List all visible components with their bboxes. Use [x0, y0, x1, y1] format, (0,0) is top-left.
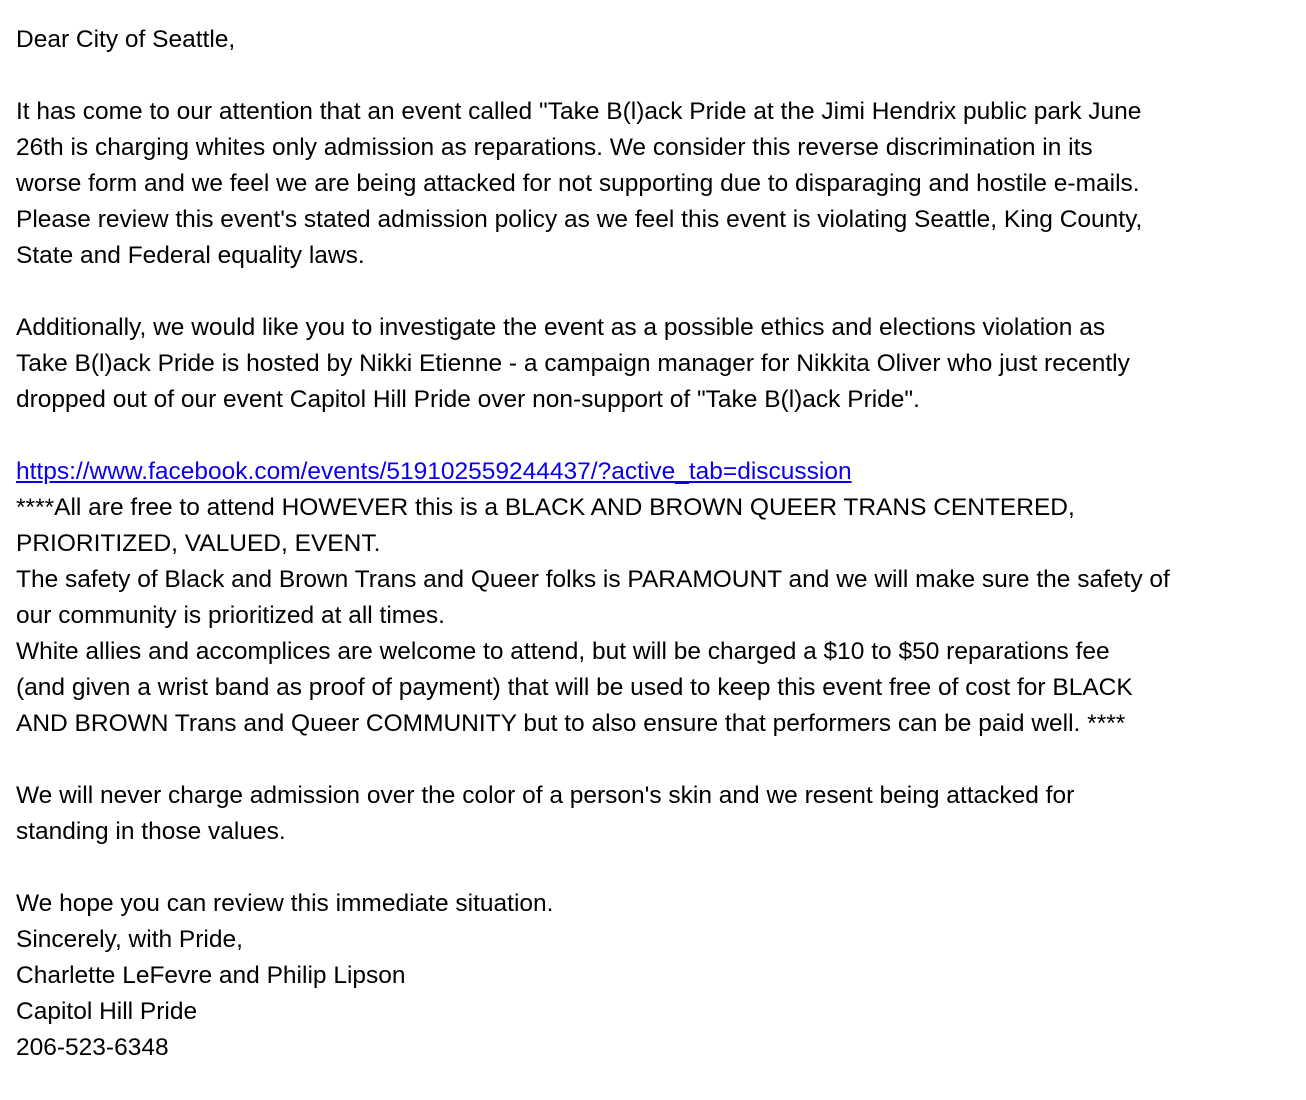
quoted-event-policy — [16, 490, 1296, 742]
signers: Charlette LeFevre and Philip Lipson — [16, 962, 406, 989]
paragraph-spacer — [16, 58, 1296, 94]
phone-number: 206-523-6348 — [16, 1034, 169, 1061]
quote-line: (and given a wrist band as proof of payment) that will be used to keep this event free of cost for BLACK — [16, 674, 1133, 701]
paragraph-spacer — [16, 742, 1296, 778]
quote-line: our community is prioritized at all times. — [16, 602, 445, 629]
signature-block — [16, 886, 1296, 1066]
facebook-event-link[interactable]: https://www.facebook.com/events/519102559244437/?active_tab=discussion — [16, 458, 852, 485]
salutation: Dear City of Seattle, — [16, 26, 236, 53]
paragraph-line: standing in those values. — [16, 818, 286, 845]
paragraph-values — [16, 778, 1296, 850]
organization: Capitol Hill Pride — [16, 998, 198, 1025]
paragraph-line: worse form and we feel we are being attacked for not supporting due to disparaging and hostile e-mails. — [16, 170, 1140, 197]
quote-line: PRIORITIZED, VALUED, EVENT. — [16, 530, 381, 557]
paragraph-attention — [16, 94, 1296, 274]
paragraph-line: 26th is charging whites only admission as reparations. We consider this reverse discrimination in its — [16, 134, 1093, 161]
paragraph-line: It has come to our attention that an event called "Take B(l)ack Pride at the Jimi Hendrix public park June — [16, 98, 1142, 125]
closing-line: We hope you can review this immediate situation. — [16, 890, 554, 917]
paragraph-line: We will never charge admission over the color of a person's skin and we resent being attacked for — [16, 782, 1075, 809]
paragraph-spacer — [16, 274, 1296, 310]
quote-line: AND BROWN Trans and Queer COMMUNITY but to also ensure that performers can be paid well. **** — [16, 710, 1126, 737]
quote-line: White allies and accomplices are welcome to attend, but will be charged a $10 to $50 reparations fee — [16, 638, 1110, 665]
paragraph-line: Please review this event's stated admission policy as we feel this event is violating Seattle, King County, — [16, 206, 1143, 233]
signoff: Sincerely, with Pride, — [16, 926, 243, 953]
paragraph-line: Additionally, we would like you to investigate the event as a possible ethics and elections violation as — [16, 314, 1106, 341]
quote-line: ****All are free to attend HOWEVER this is a BLACK AND BROWN QUEER TRANS CENTERED, — [16, 494, 1075, 521]
paragraph-line: Take B(l)ack Pride is hosted by Nikki Etienne - a campaign manager for Nikkita Oliver who just recently — [16, 350, 1130, 377]
paragraph-line: dropped out of our event Capitol Hill Pride over non-support of "Take B(l)ack Pride". — [16, 386, 920, 413]
paragraph-spacer — [16, 418, 1296, 454]
paragraph-investigation — [16, 310, 1296, 418]
paragraph-line: State and Federal equality laws. — [16, 242, 365, 269]
quote-line: The safety of Black and Brown Trans and Queer folks is PARAMOUNT and we will make sure the safety of — [16, 566, 1170, 593]
paragraph-spacer — [16, 850, 1296, 886]
letter-body — [16, 22, 1296, 1066]
